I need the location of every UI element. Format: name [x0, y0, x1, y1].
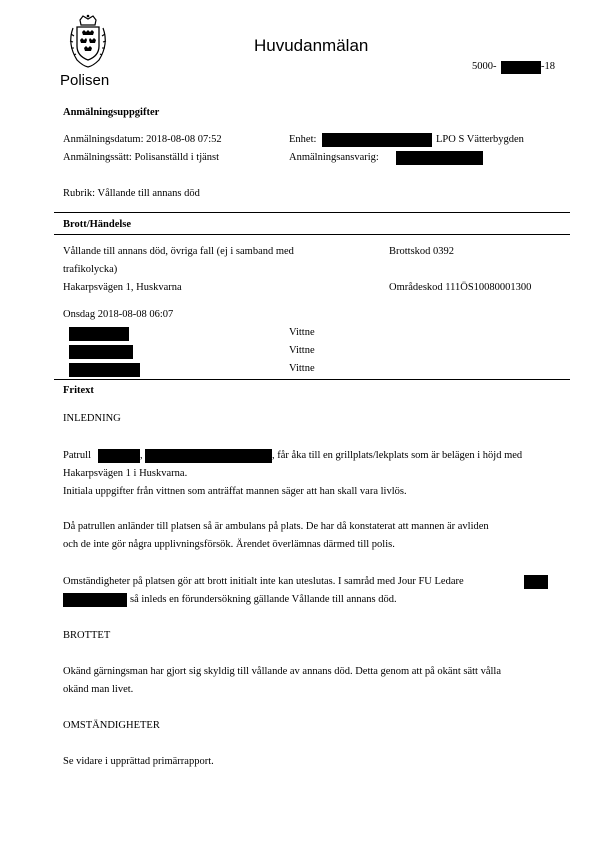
anmalningssatt: Anmälningssätt: Polisanställd i tjänst	[63, 152, 220, 163]
brott-beskrivning-line1: Vållande till annans död, övriga fall (ej i samband med	[63, 246, 294, 257]
section-heading-brott: Brott/Händelse	[63, 219, 132, 230]
enhet-value: LPO S Vätterbygden	[436, 134, 524, 145]
enhet-label: Enhet:	[289, 134, 317, 145]
p2-line1: Då patrullen anländer till platsen så är ambulans på plats. De har då konstaterat att mannen är avliden	[63, 521, 489, 532]
omstandigheter-heading: OMSTÄNDIGHETER	[63, 720, 160, 731]
anmalningsdatum: Anmälningsdatum: 2018-08-08 07:52	[63, 134, 222, 145]
redaction-enhet	[322, 133, 432, 147]
brott-beskrivning-line2: trafikolycka)	[63, 264, 118, 275]
brottskod: Brottskod 0392	[389, 246, 455, 257]
omradeskod: Områdeskod 111ÖS10080001300	[389, 282, 532, 293]
p1-start: Patrull	[63, 450, 91, 461]
case-number-suffix: -18	[541, 61, 555, 72]
person-1-roll: Vittne	[289, 327, 315, 338]
p4-line2: okänd man livet.	[63, 684, 134, 695]
person-2-roll: Vittne	[289, 345, 315, 356]
redaction-patrull	[98, 449, 140, 463]
anmalningsansvarig-label: Anmälningsansvarig:	[289, 152, 379, 163]
p1-line2: Hakarpsvägen 1 i Huskvarna.	[63, 468, 188, 479]
redaction-person-1	[69, 327, 129, 341]
brott-adress: Hakarpsvägen 1, Huskvarna	[63, 282, 182, 293]
case-number-prefix: 5000-	[472, 61, 497, 72]
p2-line2: och de inte gör några upplivningsförsök. Ärendet överlämnas därmed till polis.	[63, 539, 395, 550]
p3-line2: så inleds en förundersökning gällande Vållande till annans död.	[130, 594, 397, 605]
document-title: Huvudanmälan	[254, 36, 369, 55]
redaction-fu-ledare-1	[524, 575, 548, 589]
rubrik: Rubrik: Vållande till annans död	[63, 188, 200, 199]
brand-name: Polisen	[60, 72, 110, 89]
redaction-person-2	[69, 345, 133, 359]
redaction-ansvarig	[396, 151, 483, 165]
redaction-person-3	[69, 363, 140, 377]
divider	[54, 234, 570, 235]
p5: Se vidare i upprättad primärrapport.	[63, 756, 214, 767]
p1-line3: Initiala uppgifter från vittnen som anträffat mannen säger att han skall vara livlös.	[63, 486, 407, 497]
redaction-fu-ledare-2	[63, 593, 127, 607]
p3-line1: Omständigheter på platsen gör att brott initialt inte kan uteslutas. I samråd med Jour FU Ledare	[63, 576, 464, 587]
brott-tidpunkt: Onsdag 2018-08-08 06:07	[63, 309, 174, 320]
divider	[54, 212, 570, 213]
section-heading-fritext: Fritext	[63, 385, 94, 396]
p1-comma: ,	[140, 450, 143, 461]
inledning-heading: INLEDNING	[63, 413, 121, 424]
person-3-roll: Vittne	[289, 363, 315, 374]
p4-line1: Okänd gärningsman har gjort sig skyldig till vållande av annans död. Detta genom att på okänt sätt vålla	[63, 666, 501, 677]
redaction-case-number	[501, 61, 541, 74]
divider	[54, 379, 570, 380]
redaction-officers	[145, 449, 272, 463]
p1-rest: , får åka till en grillplats/lekplats som är belägen i höjd med	[272, 450, 523, 461]
section-heading-anmalan: Anmälningsuppgifter	[63, 107, 160, 118]
police-emblem	[63, 14, 113, 72]
brottet-heading: BROTTET	[63, 630, 111, 641]
